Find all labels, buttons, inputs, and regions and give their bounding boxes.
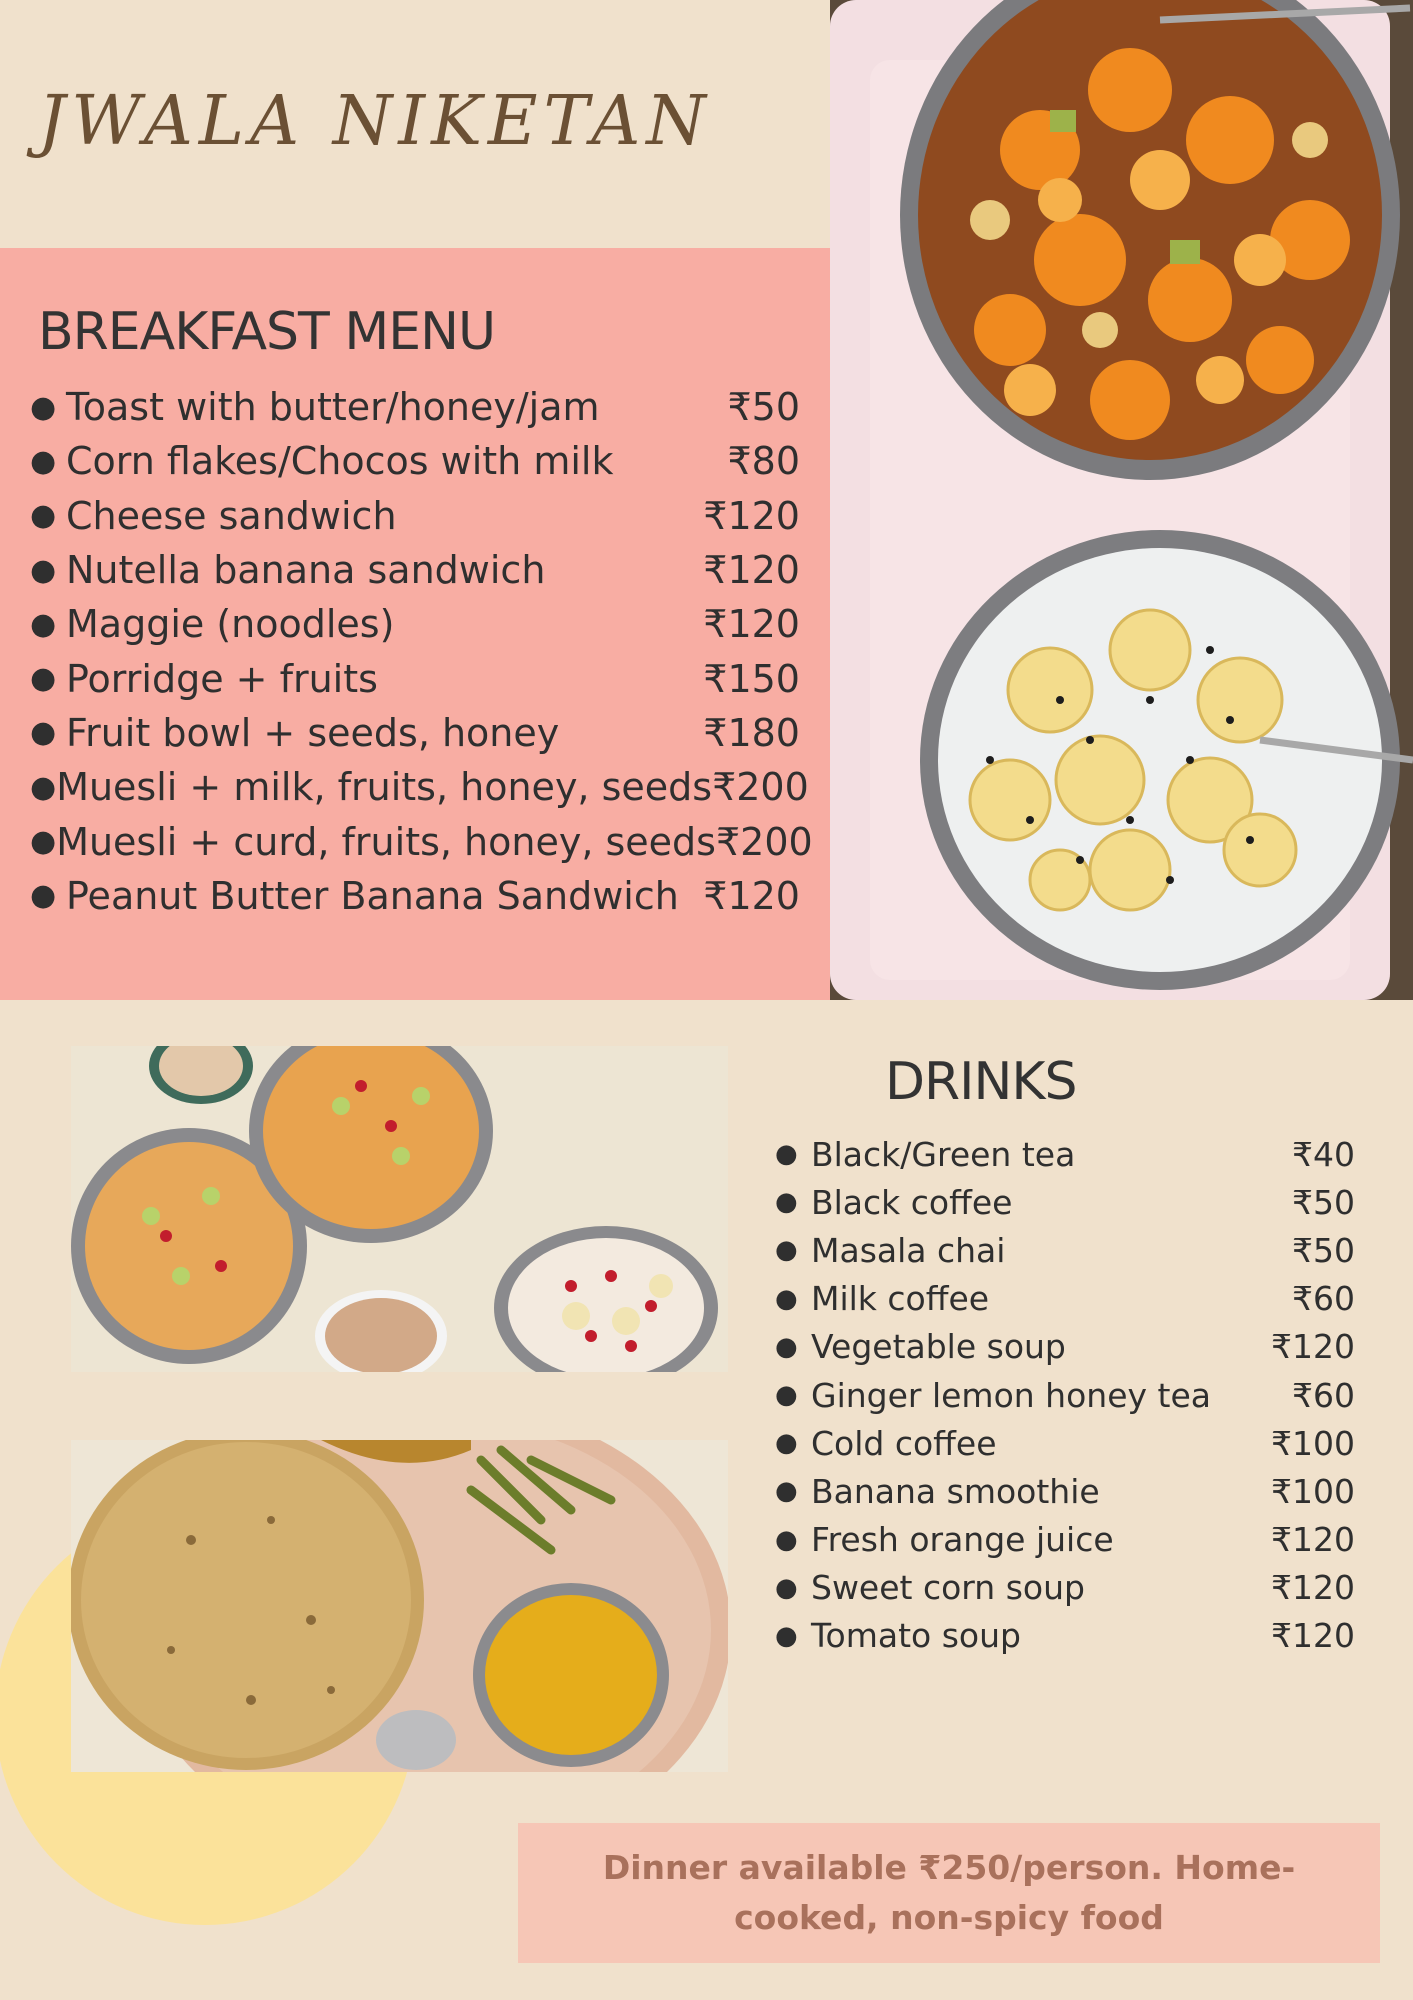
menu-item-price: ₹120 [703,548,800,593]
menu-item-price: ₹200 [712,765,809,810]
bullet-icon: ● [775,1235,798,1266]
menu-item-name: Muesli + milk, fruits, honey, seeds [56,765,713,810]
drink-item [775,1323,1355,1371]
drink-item-name: Masala chai [811,1230,1006,1270]
dinner-note-box [518,1823,1380,1963]
drink-item [775,1130,1355,1178]
menu-item [30,380,800,434]
drink-item [775,1564,1355,1612]
drink-item [775,1467,1355,1515]
menu-item-name: Maggie (noodles) [66,602,395,647]
menu-item [30,597,800,651]
menu-item [30,434,800,488]
menu-item [30,869,800,923]
drink-item-price: ₹60 [1292,1279,1355,1319]
menu-item-price: ₹120 [703,873,800,918]
menu-item-price: ₹150 [703,656,800,701]
thali-art [71,1440,728,1772]
thali-photo [71,1440,728,1772]
drink-item-name: Tomato soup [811,1616,1021,1656]
breakfast-title: BREAKFAST MENU [38,302,496,362]
breakfast-list [30,380,813,923]
bullet-icon: ● [30,715,57,751]
bullet-icon: ● [775,1428,798,1459]
bullet-icon: ● [30,824,57,860]
drink-item [775,1371,1355,1419]
menu-item [30,489,800,543]
brand-title: JWALA NIKETAN [38,82,712,161]
breakfast-panel [0,248,830,1000]
drinks-title: DRINKS [885,1052,1077,1112]
menu-item-name: Toast with butter/honey/jam [66,385,600,430]
drink-item-price: ₹50 [1292,1230,1355,1270]
drink-item-price: ₹60 [1292,1375,1355,1415]
drink-item [775,1275,1355,1323]
bullet-icon: ● [30,878,57,914]
bullet-icon: ● [775,1187,798,1218]
menu-item-price: ₹120 [703,602,800,647]
drink-item [775,1419,1355,1467]
drink-item-price: ₹100 [1271,1423,1355,1463]
menu-item-price: ₹80 [727,439,800,484]
drink-item-name: Milk coffee [811,1279,990,1319]
drink-item-price: ₹40 [1292,1134,1355,1174]
bullet-icon: ● [30,552,57,588]
menu-item-name: Fruit bowl + seeds, honey [66,710,560,755]
drink-item-name: Black/Green tea [811,1134,1076,1174]
drinks-list [775,1130,1355,1660]
bullet-icon: ● [775,1476,798,1507]
drink-item-price: ₹100 [1271,1471,1355,1511]
menu-item [30,651,800,705]
drink-item [775,1226,1355,1274]
drink-item-price: ₹120 [1271,1616,1355,1656]
menu-item-price: ₹180 [703,710,800,755]
menu-item-price: ₹200 [715,819,813,864]
hero-food-photo [830,0,1413,1000]
bullet-icon: ● [775,1331,798,1362]
drink-item-name: Black coffee [811,1182,1013,1222]
drink-item-name: Sweet corn soup [811,1568,1085,1608]
drink-item-name: Fresh orange juice [811,1520,1114,1560]
menu-item [30,814,813,868]
bullet-icon: ● [775,1524,798,1555]
drink-item [775,1178,1355,1226]
drink-item-price: ₹120 [1271,1327,1355,1367]
menu-item [30,760,809,814]
menu-item [30,706,800,760]
menu-item-price: ₹50 [727,385,800,430]
menu-item-name: Nutella banana sandwich [66,548,546,593]
drink-item-name: Banana smoothie [811,1471,1100,1511]
menu-item-name: Peanut Butter Banana Sandwich [66,873,679,918]
drink-item [775,1516,1355,1564]
dinner-note-text: Dinner available ₹250/person. Home-cooked, non-spicy food [602,1848,1296,1937]
hero-photo-art [830,0,1413,1000]
drink-item-price: ₹120 [1271,1568,1355,1608]
bullet-icon: ● [775,1139,798,1170]
drink-item-price: ₹120 [1271,1520,1355,1560]
drink-item-name: Ginger lemon honey tea [811,1375,1211,1415]
bullet-icon: ● [30,661,57,697]
menu-item-name: Cheese sandwich [66,493,397,538]
bullet-icon: ● [775,1620,798,1651]
menu-item [30,543,800,597]
menu-item-name: Muesli + curd, fruits, honey, seeds [56,819,716,864]
fruit-bowls-art [71,1046,728,1372]
bullet-icon: ● [30,769,57,805]
menu-item-price: ₹120 [703,493,800,538]
bullet-icon: ● [30,606,57,642]
bullet-icon: ● [30,443,57,479]
drink-item-price: ₹50 [1292,1182,1355,1222]
menu-item-name: Corn flakes/Chocos with milk [66,439,614,484]
bullet-icon: ● [775,1380,798,1411]
drink-item-name: Cold coffee [811,1423,997,1463]
bullet-icon: ● [775,1283,798,1314]
bullet-icon: ● [775,1572,798,1603]
fruit-bowls-photo [71,1046,728,1372]
drink-item [775,1612,1355,1660]
bullet-icon: ● [30,498,57,534]
drink-item-name: Vegetable soup [811,1327,1066,1367]
bullet-icon: ● [30,389,57,425]
menu-item-name: Porridge + fruits [66,656,378,701]
